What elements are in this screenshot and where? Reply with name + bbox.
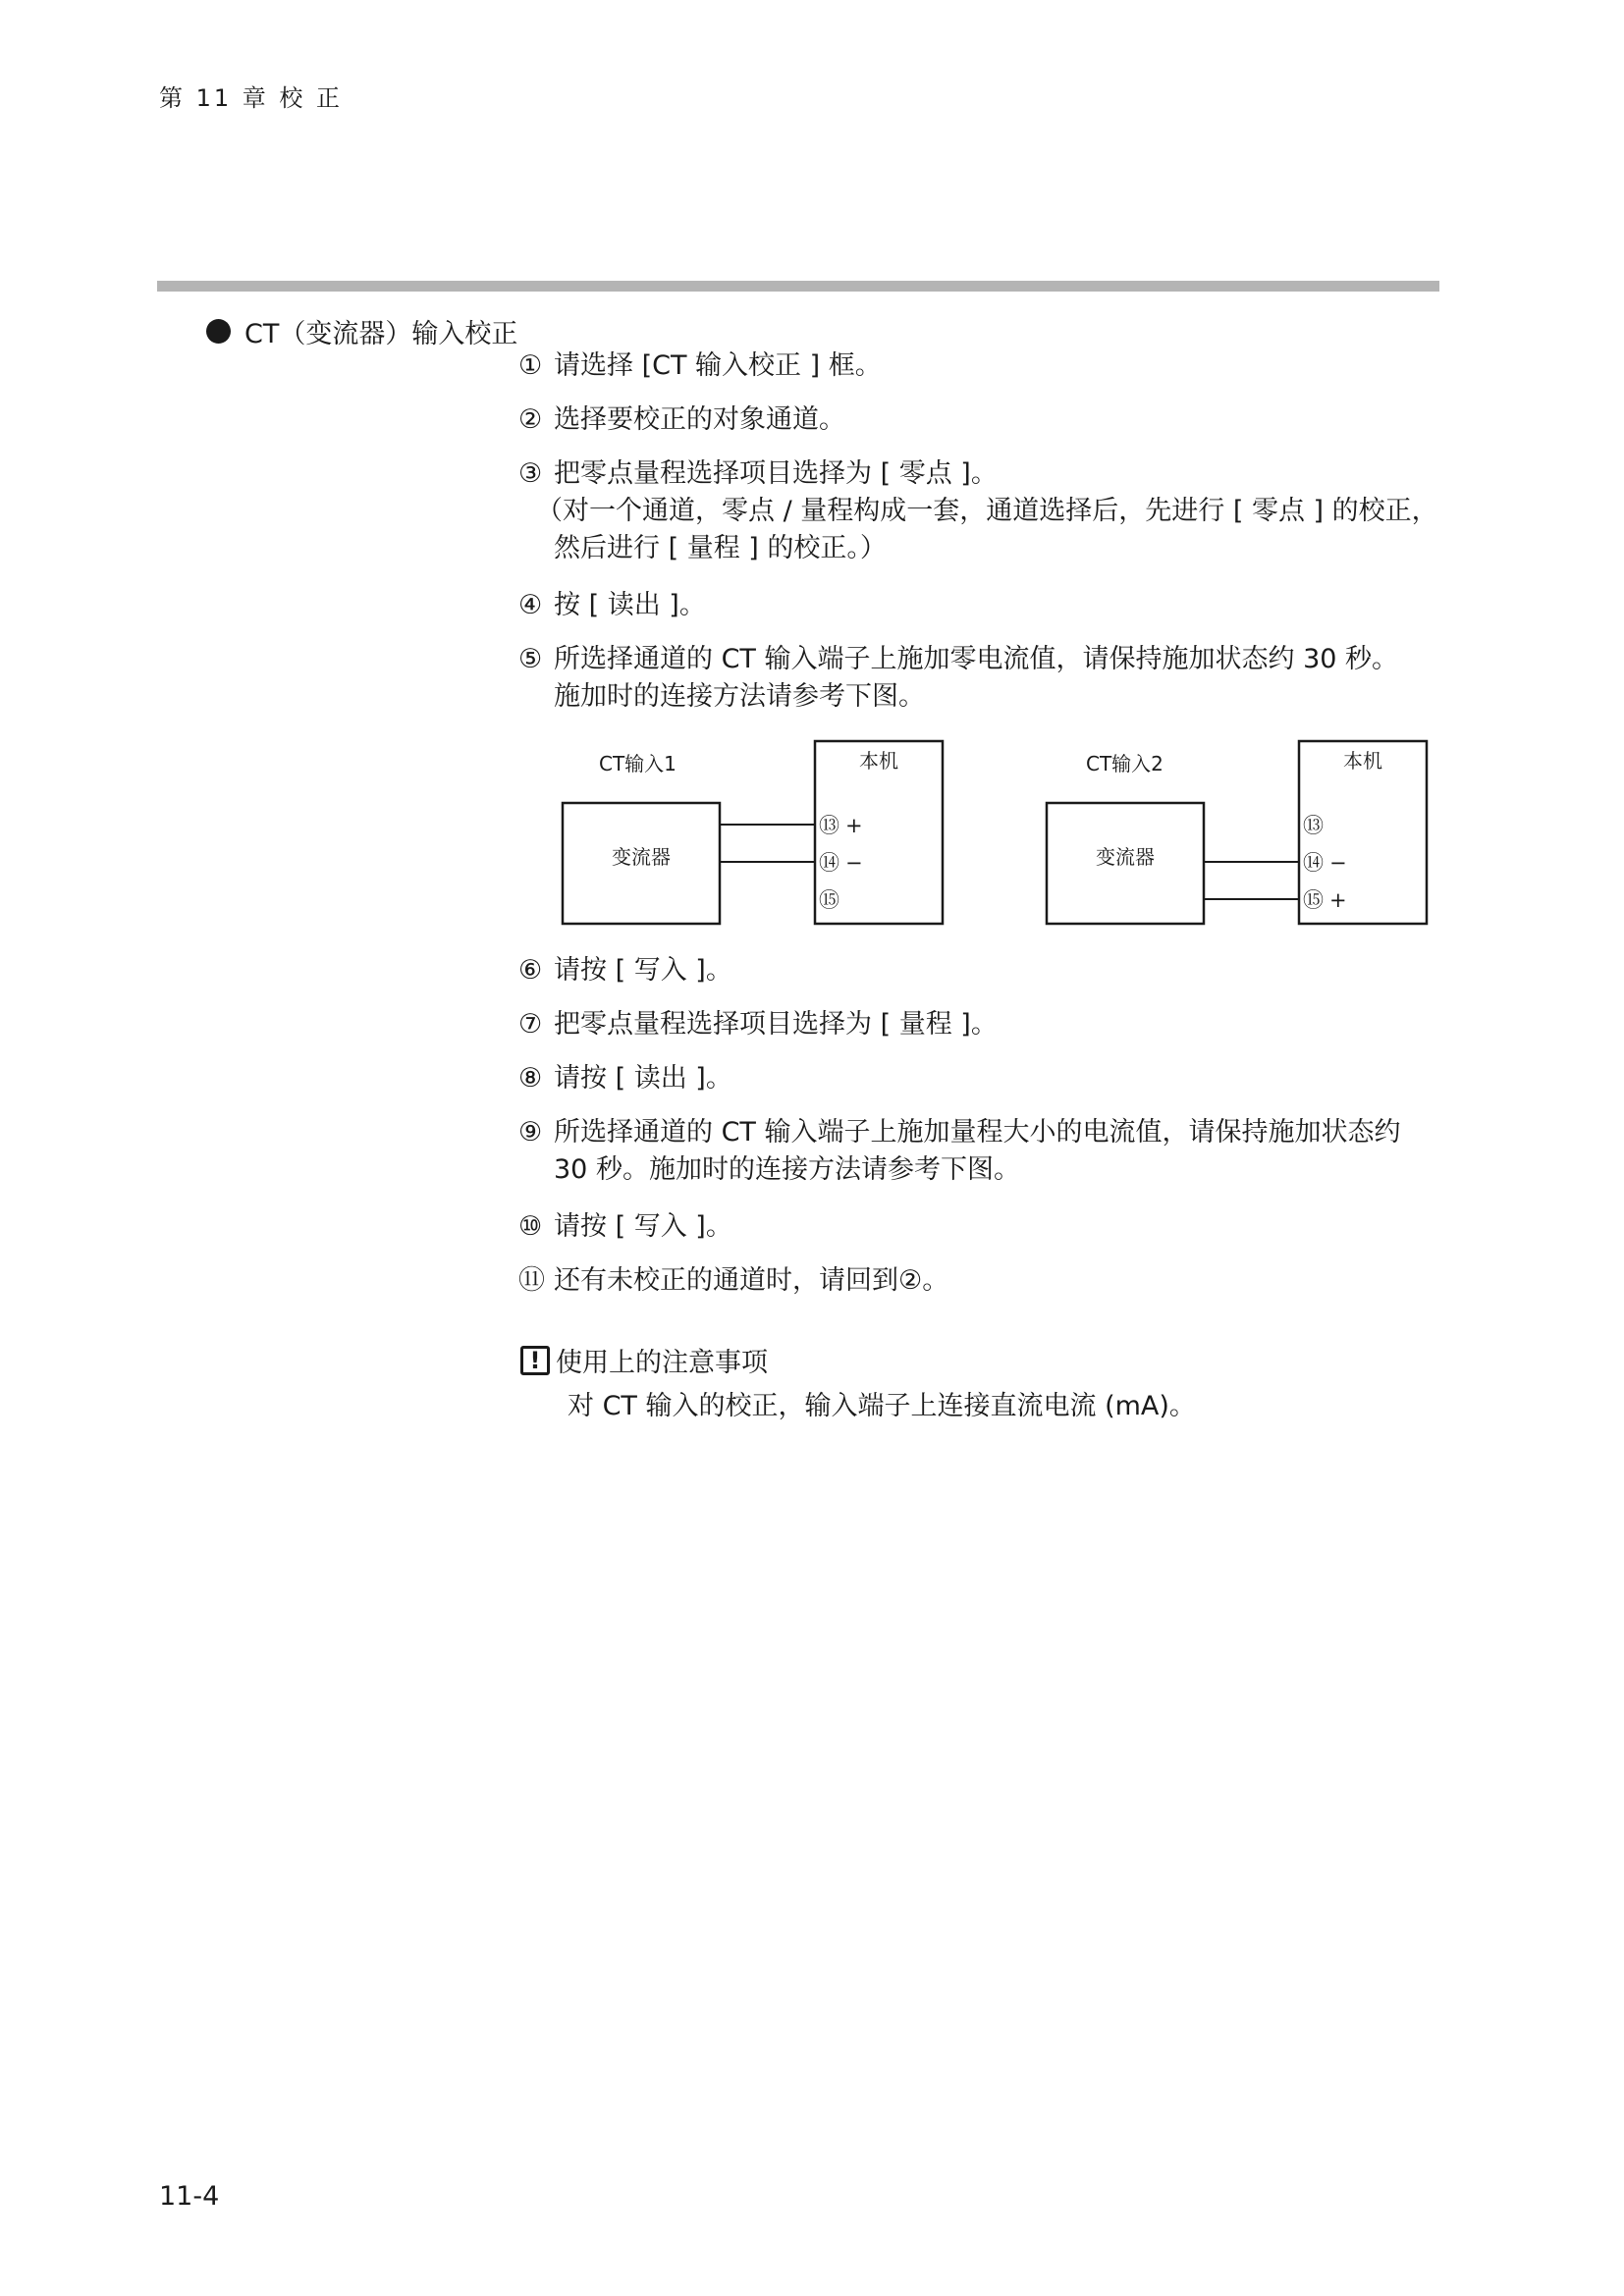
transformer-label: 变流器 <box>1096 845 1155 869</box>
caution-body: 对 CT 输入的校正，输入端子上连接直流电流 (mA)。 <box>568 1391 1196 1421</box>
unit-label: 本机 <box>859 749 898 773</box>
caution-title: 使用上的注意事项 <box>556 1348 768 1378</box>
terminal-13: ⑬ <box>819 814 839 837</box>
step-number: ⑤ <box>518 644 543 674</box>
step-5 <box>518 641 1398 716</box>
terminal-14-sign: − <box>845 851 863 875</box>
page-number: 11-4 <box>159 2181 220 2212</box>
step-text: 请按 [ 写入 ]。 <box>554 955 732 986</box>
step-text: 还有未校正的通道时，请回到②。 <box>554 1265 949 1296</box>
terminal-14: ⑭ <box>1303 851 1324 875</box>
step-text: 把零点量程选择项目选择为 [ 零点 ]。 <box>554 458 998 489</box>
bullet-icon <box>206 319 231 344</box>
step-text: 请按 [ 读出 ]。 <box>554 1063 732 1094</box>
step-text-continued: 30 秒。施加时的连接方法请参考下图。 <box>554 1154 1020 1185</box>
terminal-15: ⑮ <box>1303 888 1324 912</box>
terminal-15: ⑮ <box>819 888 839 912</box>
step-2 <box>518 401 845 439</box>
step-1 <box>518 347 882 385</box>
step-number: ⑨ <box>518 1117 543 1148</box>
ct-input-2-label: CT输入2 <box>1086 752 1164 775</box>
ct-input-1-diagram <box>563 741 943 924</box>
step-number: ① <box>518 350 543 381</box>
step-3 <box>518 455 1438 567</box>
step-number: ② <box>518 404 543 435</box>
step-number: ⑦ <box>518 1009 543 1040</box>
step-11 <box>518 1262 948 1300</box>
terminal-15-sign: + <box>1329 888 1347 912</box>
step-text: 所选择通道的 CT 输入端子上施加量程大小的电流值，请保持施加状态约 <box>554 1117 1401 1148</box>
step-text: 所选择通道的 CT 输入端子上施加零电流值，请保持施加状态约 30 秒。 <box>554 644 1399 674</box>
terminal-13-sign: + <box>845 814 863 837</box>
step-text-continued: 然后进行 [ 量程 ] 的校正。） <box>554 533 887 563</box>
terminal-14: ⑭ <box>819 851 839 875</box>
step-text-continued: 施加时的连接方法请参考下图。 <box>554 681 925 712</box>
step-6 <box>518 952 732 989</box>
step-number: ③ <box>518 458 543 489</box>
section-title <box>206 312 517 350</box>
ct-input-2-diagram <box>1047 741 1427 924</box>
step-number: ⑪ <box>518 1265 545 1296</box>
ct-input-1-label: CT输入1 <box>599 752 677 775</box>
terminal-14-sign: − <box>1329 851 1347 875</box>
step-text: 按 [ 读出 ]。 <box>554 590 706 620</box>
terminal-13: ⑬ <box>1303 814 1324 837</box>
step-number: ⑩ <box>518 1211 543 1242</box>
step-text: 请按 [ 写入 ]。 <box>554 1211 732 1242</box>
transformer-label: 变流器 <box>612 845 671 869</box>
step-text-continued: （对一个通道，零点 / 量程构成一套，通道选择后，先进行 [ 零点 ] 的校正， <box>536 496 1438 526</box>
step-text: 请选择 [CT 输入校正 ] 框。 <box>554 350 882 381</box>
caution-note <box>520 1341 768 1379</box>
step-9 <box>518 1114 1401 1189</box>
section-title-text: CT（变流器）输入校正 <box>244 319 518 349</box>
wiring-diagram <box>550 736 1434 933</box>
step-10 <box>518 1208 732 1246</box>
unit-label: 本机 <box>1343 749 1382 773</box>
step-number: ④ <box>518 590 543 620</box>
step-7 <box>518 1006 998 1043</box>
step-number: ⑧ <box>518 1063 543 1094</box>
step-8 <box>518 1060 732 1097</box>
section-divider <box>157 281 1439 292</box>
step-text: 把零点量程选择项目选择为 [ 量程 ]。 <box>554 1009 998 1040</box>
step-number: ⑥ <box>518 955 543 986</box>
warning-icon: ! <box>520 1346 550 1375</box>
step-text: 选择要校正的对象通道。 <box>554 404 845 435</box>
chapter-header: 第 11 章 校 正 <box>159 84 344 112</box>
step-4 <box>518 587 706 624</box>
